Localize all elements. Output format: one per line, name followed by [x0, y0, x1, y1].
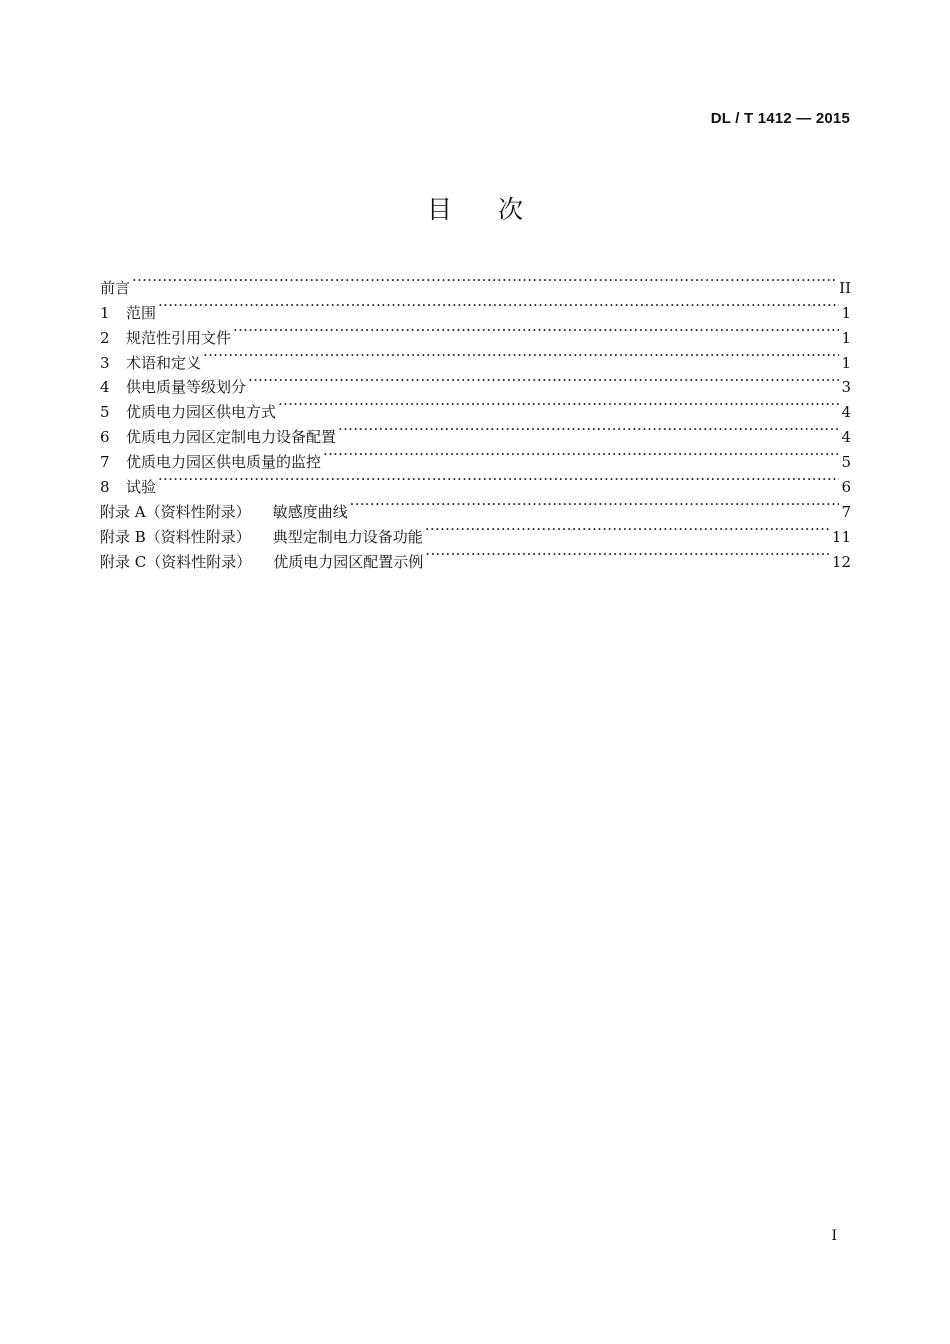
toc-entry-page: 4 [841, 403, 851, 422]
toc-entry-appendix-prefix: 附录 B（资料性附录） [100, 527, 251, 546]
toc-entry-appendix-a[interactable] [100, 492, 851, 521]
toc-leader-dots [203, 343, 839, 368]
toc-entry-number: 6 [100, 428, 110, 447]
toc-entry-page: II [839, 278, 851, 297]
standard-code: DL / T 1412 — 2015 [710, 110, 850, 127]
toc-entry-appendix-prefix: 附录 C（资料性附录） [100, 552, 252, 571]
toc-entry-3[interactable] [100, 343, 851, 372]
toc-entry-label: 典型定制电力设备功能 [272, 527, 423, 546]
toc-leader-dots [425, 542, 830, 567]
toc-entry-label: 前言 [100, 278, 131, 297]
toc-entry-2[interactable] [100, 318, 851, 347]
toc-leader-dots [323, 442, 839, 467]
toc-entry-label: 优质电力园区供电方式 [126, 403, 277, 422]
toc-entry-8[interactable] [100, 467, 851, 497]
toc-leader-dots [158, 293, 839, 318]
toc-leader-dots [132, 268, 837, 293]
toc-entry-label: 范围 [126, 303, 157, 322]
toc-entry-number: 2 [100, 328, 110, 347]
toc-entry-page: 4 [841, 428, 851, 447]
toc-leader-dots [248, 368, 839, 393]
toc-entry-page: 7 [841, 502, 851, 521]
toc-leader-dots [158, 467, 839, 492]
toc-entry-appendix-prefix: 附录 A（资料性附录） [100, 502, 251, 521]
toc-entry-page: 11 [831, 527, 851, 546]
toc-entry-label: 供电质量等级划分 [126, 378, 247, 397]
toc-entry-number: 7 [100, 453, 110, 472]
toc-entry-page: 5 [841, 453, 851, 472]
toc-entry-label: 优质电力园区配置示例 [273, 552, 424, 571]
toc-entry-4[interactable] [100, 368, 851, 397]
toc-entry-page: 1 [841, 303, 851, 322]
toc-entry-page: 1 [841, 328, 851, 347]
toc-entry-label: 试验 [126, 478, 157, 497]
toc-entry-1[interactable] [100, 293, 851, 322]
toc-entry-label: 术语和定义 [126, 353, 202, 372]
toc-leader-dots [278, 392, 839, 417]
toc-title: 目次 [426, 195, 569, 224]
toc-entry-number: 3 [100, 353, 110, 372]
toc-entry-page: 12 [831, 552, 851, 571]
toc-entry-number: 4 [100, 378, 110, 397]
toc-entry-label: 优质电力园区供电质量的监控 [126, 453, 322, 472]
toc-entry-page: 3 [841, 378, 851, 397]
toc-entry-page: 6 [841, 478, 851, 497]
toc-entry-label: 优质电力园区定制电力设备配置 [126, 428, 337, 447]
toc-entry-page: 1 [841, 353, 851, 372]
toc-leader-dots [233, 318, 839, 343]
toc-entry-number: 1 [100, 303, 110, 322]
toc-leader-dots [425, 517, 830, 542]
toc-list [100, 268, 851, 571]
toc-entry-label: 规范性引用文件 [126, 328, 232, 347]
toc-entry-number: 8 [100, 478, 110, 497]
toc-entry-foreword[interactable] [100, 268, 851, 297]
toc-leader-dots [338, 417, 839, 442]
page-number: I [831, 1228, 837, 1244]
toc-entry-label: 敏感度曲线 [272, 502, 348, 521]
toc-leader-dots [350, 492, 840, 517]
toc-entry-number: 5 [100, 403, 110, 422]
